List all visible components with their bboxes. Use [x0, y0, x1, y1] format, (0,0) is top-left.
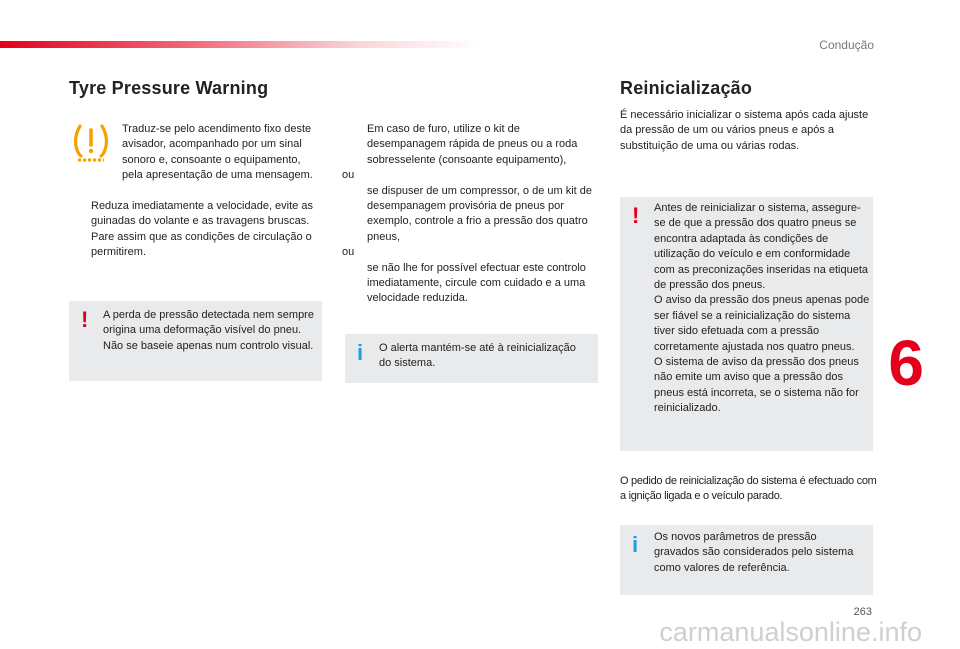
- tyre-pressure-title: Tyre Pressure Warning: [69, 78, 269, 98]
- warning-icon: !: [81, 307, 89, 332]
- list-item: Em caso de furo, utilize o kit de desempanagem rápida de pneus ou a roda sobresselente (consoante equipamento),: [367, 123, 578, 166]
- page-number: 263: [853, 606, 872, 618]
- tpw-bullet-list: [69, 199, 324, 261]
- header-red-bar: [0, 41, 480, 48]
- info-box: [345, 334, 598, 383]
- reinit-warning-text: [654, 201, 870, 417]
- list-item: se não lhe for possível efectuar este controlo imediatamente, circule com cuidado e a uma velocidade reduzida.: [367, 261, 586, 305]
- reinit-warning-box: [620, 197, 873, 451]
- info-icon: i: [357, 340, 364, 365]
- warning-box-text: A perda de pressão detectada nem sempre origina uma deformação visível do pneu. Não se baseie apenas num controlo visual.: [103, 309, 314, 352]
- or-separator: ou: [342, 246, 355, 259]
- reinit-intro-text: É necessário inicializar o sistema após cada ajuste da pressão de um ou vários pneus e após a substituição de uma ou várias rodas.: [620, 109, 869, 152]
- list-item: Pare assim que as condições de circulação o permitirem.: [91, 230, 312, 259]
- reinit-info-box: [620, 525, 873, 595]
- reinit-info-text: Os novos parâmetros de pressão gravados são considerados pelo sistema como valores de referência.: [654, 531, 854, 574]
- reinitialization-title: Reinicialização: [620, 78, 753, 98]
- tyre-pressure-warning-icon: [72, 122, 110, 164]
- watermark: carmanualsonline.info: [659, 617, 922, 647]
- warning-paragraph: Antes de reinicializar o sistema, assegure-se de que a pressão dos quatro pneus se encontra adaptada às condições de utilização do veículo e em conformidade com as preconizações inseridas na etiqueta de pressão dos pneus.: [654, 202, 869, 292]
- chapter-number: 6: [888, 327, 924, 399]
- or-separator: ou: [342, 169, 355, 182]
- list-item: Reduza imediatamente a velocidade, evite as guinadas do volante e as travagens bruscas.: [91, 200, 313, 228]
- tpw-intro-text: Traduz-se pelo acendimento fixo deste avisador, acompanhado por um sinal sonoro e, consoante o equipamento, pela apresentação de uma mensagem.: [122, 123, 313, 182]
- section-title: Condução: [819, 38, 874, 52]
- warning-paragraph: O aviso da pressão dos pneus apenas pode ser fiável se a reinicialização do sistema tiver sido efetuada com a pressão corretamente ajustada nos quatro pneus.: [654, 294, 870, 353]
- warning-box: [69, 301, 322, 381]
- info-box-text: O alerta mantém-se até à reinicialização do sistema.: [379, 342, 576, 370]
- reinit-request-text: O pedido de reinicialização do sistema é efectuado com a ignição ligada e o veículo parado.: [620, 475, 877, 503]
- tpw-actions-list: [342, 122, 599, 307]
- warning-paragraph: O sistema de aviso da pressão dos pneus não emite um aviso que a pressão dos pneus está incorreta, se o sistema não for reinicializado.: [654, 356, 859, 415]
- list-item: se dispuser de um compressor, o de um kit de desempanagem provisória de pneus por exemplo, controle a frio a pressão dos quatro pneus,: [367, 184, 592, 243]
- info-icon: i: [632, 532, 639, 557]
- warning-icon: !: [632, 203, 640, 228]
